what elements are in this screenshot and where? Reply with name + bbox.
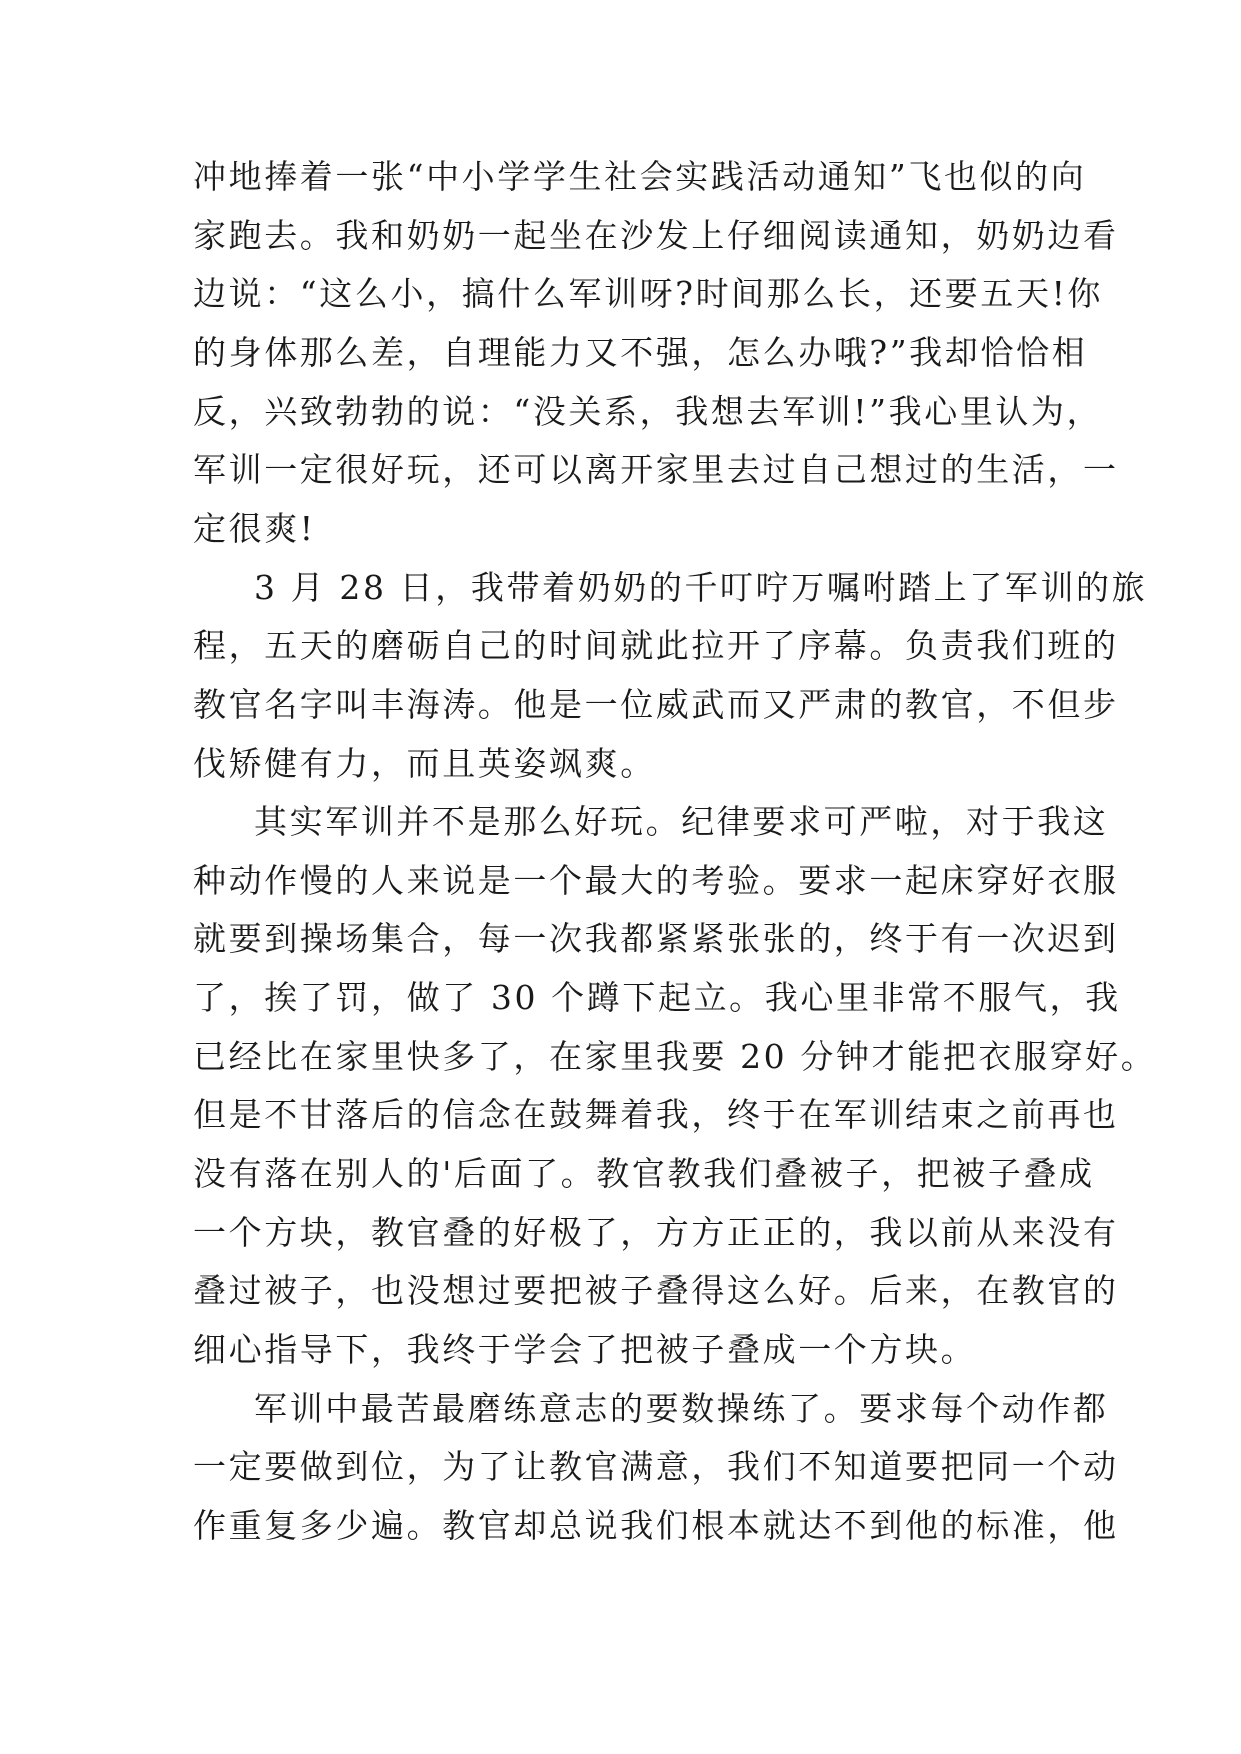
paragraph-start-line: 其实军训并不是那么好玩。纪律要求可严啦，对于我这 xyxy=(254,802,1109,841)
text-line: 的身体那么差，自理能力又不强，怎么办哦?”我却恰恰相 xyxy=(193,333,1088,372)
text-line: 边说：“这么小，搞什么军训呀?时间那么长，还要五天!你 xyxy=(193,274,1104,313)
text-line: 但是不甘落后的信念在鼓舞着我，终于在军训结束之前再也 xyxy=(193,1095,1119,1134)
paragraph-start-line: 3 月 28 日，我带着奶奶的千叮咛万嘱咐踏上了军训的旅 xyxy=(254,568,1148,607)
text-line: 就要到操场集合，每一次我都紧紧张张的，终于有一次迟到 xyxy=(193,919,1119,958)
text-line: 一定要做到位，为了让教官满意，我们不知道要把同一个动 xyxy=(193,1447,1119,1486)
text-line: 反，兴致勃勃的说：“没关系，我想去军训!”我心里认为， xyxy=(193,392,1103,431)
text-line: 种动作慢的人来说是一个最大的考验。要求一起床穿好衣服 xyxy=(193,861,1119,900)
text-line: 一个方块，教官叠的好极了，方方正正的，我以前从来没有 xyxy=(193,1213,1119,1252)
text-line: 没有落在别人的'后面了。教官教我们叠被子，把被子叠成 xyxy=(193,1154,1095,1193)
text-line: 叠过被子，也没想过要把被子叠得这么好。后来，在教官的 xyxy=(193,1271,1119,1310)
text-line: 细心指导下，我终于学会了把被子叠成一个方块。 xyxy=(193,1330,977,1369)
text-line: 作重复多少遍。教官却总说我们根本就达不到他的标准，他 xyxy=(193,1506,1119,1545)
text-line: 军训一定很好玩，还可以离开家里去过自己想过的生活，一 xyxy=(193,450,1119,489)
paragraph-start-line: 军训中最苦最磨练意志的要数操练了。要求每个动作都 xyxy=(254,1389,1109,1428)
text-line: 了，挨了罚，做了 30 个蹲下起立。我心里非常不服气，我 xyxy=(193,978,1121,1017)
text-line: 程，五天的磨砺自己的时间就此拉开了序幕。负责我们班的 xyxy=(193,626,1119,665)
text-line: 定很爽! xyxy=(193,509,316,548)
text-line: 伐矫健有力，而且英姿飒爽。 xyxy=(193,744,656,783)
text-line: 冲地捧着一张“中小学学生社会实践活动通知”飞也似的向 xyxy=(193,157,1087,196)
text-line: 已经比在家里快多了，在家里我要 20 分钟才能把衣服穿好。 xyxy=(193,1037,1157,1076)
text-line: 家跑去。我和奶奶一起坐在沙发上仔细阅读通知，奶奶边看 xyxy=(193,216,1119,255)
text-line: 教官名字叫丰海涛。他是一位威武而又严肃的教官，不但步 xyxy=(193,685,1119,724)
